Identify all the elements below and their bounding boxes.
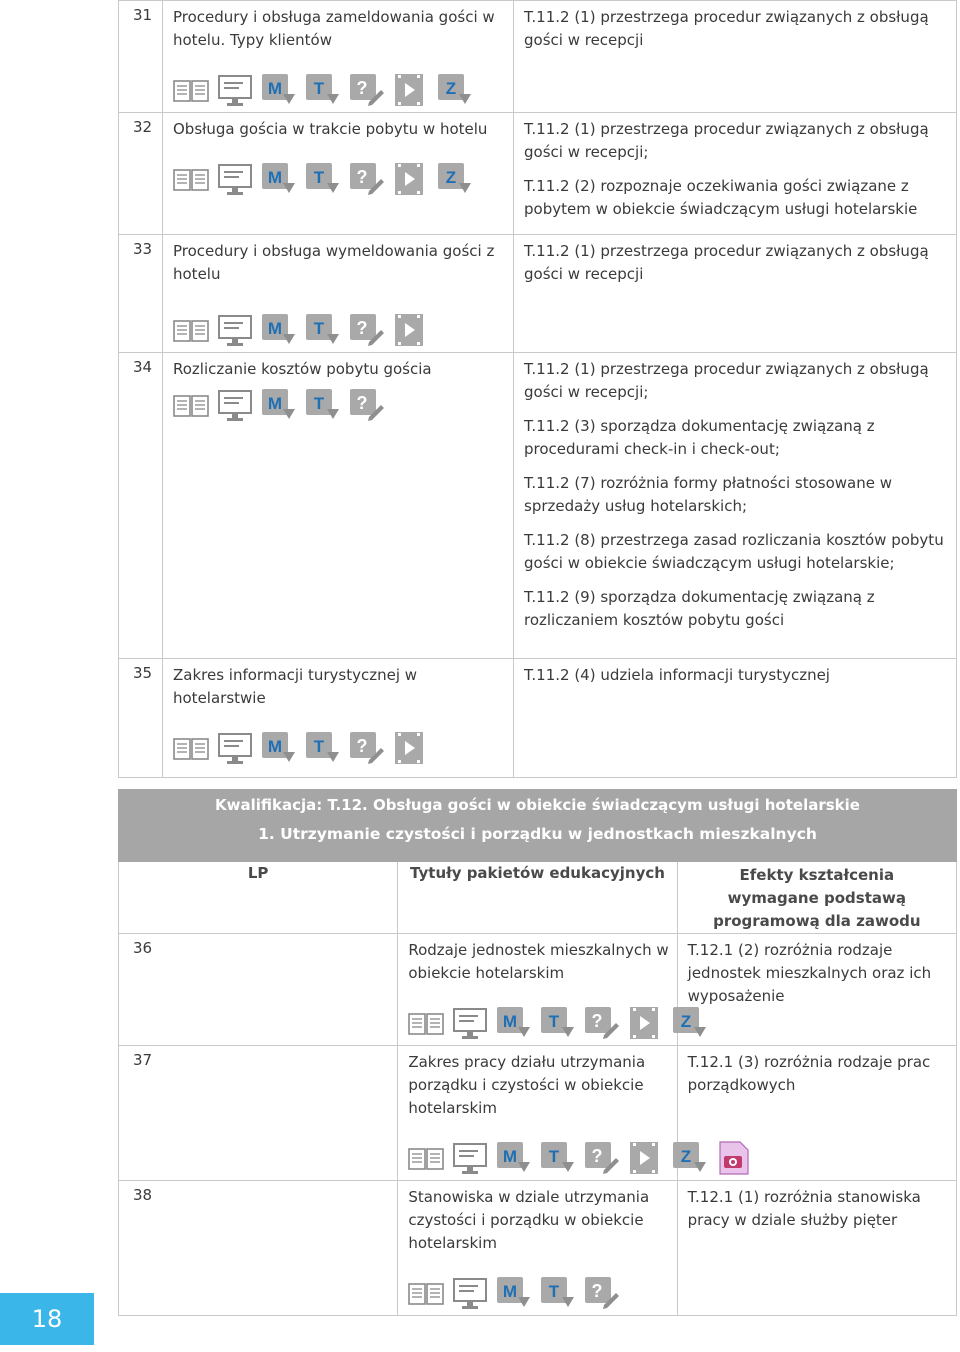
z-download-icon[interactable]: [672, 1140, 708, 1176]
effects-cell: [514, 353, 957, 659]
z-download-icon[interactable]: [437, 161, 473, 197]
svg-text:?: ?: [356, 167, 368, 187]
learning-outcome: T.11.2 (1) przestrzega procedur związanych z obsługą gości w recepcji;: [524, 360, 929, 401]
learning-outcome: T.11.2 (7) rozróżnia formy płatności stosowane w sprzedaży usług hotelarskich;: [524, 474, 892, 515]
row-number: 38: [119, 1181, 398, 1316]
z-download-icon[interactable]: [672, 1005, 708, 1041]
t-download-icon[interactable]: [305, 72, 341, 108]
screen-icon[interactable]: [217, 730, 253, 766]
screen-icon[interactable]: [217, 161, 253, 197]
m-download-icon[interactable]: [261, 161, 297, 197]
svg-text:T: T: [549, 1012, 560, 1031]
package-title: Obsługa gościa w trakcie pobytu w hotelu: [173, 120, 488, 138]
table-row: [119, 934, 957, 1046]
package-cell: [398, 934, 692, 1046]
book-icon[interactable]: [173, 161, 209, 197]
t-download-icon[interactable]: [540, 1005, 576, 1041]
package-title: Zakres informacji turystycznej w hotelarstwie: [173, 666, 418, 707]
screen-icon[interactable]: [452, 1005, 488, 1041]
table-row: [119, 353, 957, 659]
svg-text:T: T: [549, 1282, 560, 1301]
quiz-icon[interactable]: [349, 312, 385, 348]
table-row: [119, 235, 957, 353]
z-download-icon[interactable]: [437, 72, 473, 108]
svg-text:M: M: [503, 1147, 518, 1166]
learning-outcome: T.12.1 (2) rozróżnia rodzaje jednostek mieszkalnych oraz ich wyposażenie: [687, 941, 932, 1005]
svg-text:M: M: [267, 168, 283, 187]
learning-outcome: T.12.1 (3) rozróżnia rodzaje prac porządkowych: [687, 1053, 931, 1094]
svg-text:M: M: [503, 1012, 518, 1031]
table-row: [119, 1181, 957, 1316]
m-download-icon[interactable]: [261, 312, 297, 348]
m-download-icon[interactable]: [261, 72, 297, 108]
svg-text:M: M: [267, 79, 283, 98]
col-effects-header: Efekty kształcenia wymagane podstawą programową dla zawodu: [677, 862, 956, 934]
svg-text:M: M: [267, 394, 283, 413]
t-download-icon[interactable]: [305, 730, 341, 766]
quiz-icon[interactable]: [584, 1140, 620, 1176]
row-number: 34: [119, 353, 163, 659]
resource-icons: [408, 1005, 692, 1045]
svg-text:T: T: [313, 319, 325, 338]
page-number: 18: [0, 1293, 94, 1345]
learning-outcome: T.11.2 (8) przestrzega zasad rozliczania kosztów pobytu gości w obiekcie świadczącym usługi hotelarskie;: [524, 531, 944, 572]
screen-icon[interactable]: [452, 1140, 488, 1176]
learning-outcome: T.11.2 (4) udziela informacji turystycznej: [524, 666, 830, 684]
screen-icon[interactable]: [452, 1275, 488, 1311]
m-download-icon[interactable]: [496, 1275, 532, 1311]
m-download-icon[interactable]: [496, 1140, 532, 1176]
t-download-icon[interactable]: [305, 312, 341, 348]
svg-text:Z: Z: [445, 79, 457, 98]
package-cell: [163, 659, 514, 778]
svg-text:T: T: [313, 394, 325, 413]
quiz-icon[interactable]: [349, 730, 385, 766]
resource-icons: [173, 730, 505, 770]
svg-text:T: T: [313, 79, 325, 98]
svg-text:M: M: [267, 737, 283, 756]
learning-outcome: T.11.2 (1) przestrzega procedur związanych z obsługą gości w recepcji: [524, 8, 929, 49]
video-icon[interactable]: [628, 1005, 664, 1041]
video-icon[interactable]: [393, 161, 429, 197]
package-title: Procedury i obsługa zameldowania gości w hotelu. Typy klientów: [173, 8, 495, 49]
qualification-title: Kwalifikacja: T.12. Obsługa gości w obiekcie świadczącym usługi hotelarskie: [215, 796, 860, 814]
book-icon[interactable]: [173, 72, 209, 108]
video-icon[interactable]: [628, 1140, 664, 1176]
quiz-icon[interactable]: [584, 1005, 620, 1041]
t-download-icon[interactable]: [540, 1140, 576, 1176]
book-icon[interactable]: [173, 312, 209, 348]
package-cell: [398, 1181, 677, 1316]
section-subtitle: 1. Utrzymanie czystości i porządku w jednostkach mieszkalnych: [258, 825, 817, 843]
video-icon[interactable]: [393, 312, 429, 348]
book-icon[interactable]: [173, 730, 209, 766]
top-table: [118, 0, 957, 778]
table-row: [119, 1046, 957, 1181]
book-icon[interactable]: [173, 387, 209, 423]
svg-text:T: T: [313, 737, 325, 756]
package-cell: [398, 1046, 692, 1181]
screen-icon[interactable]: [217, 72, 253, 108]
effects-cell: [514, 659, 957, 778]
svg-text:Z: Z: [445, 168, 457, 187]
book-icon[interactable]: [408, 1005, 444, 1041]
learning-outcome: T.11.2 (2) rozpoznaje oczekiwania gości związane z pobytem w obiekcie świadczącym usługi hotelarskie: [524, 177, 918, 218]
learning-outcome: T.11.2 (1) przestrzega procedur związanych z obsługą gości w recepcji: [524, 242, 929, 283]
svg-text:?: ?: [591, 1011, 603, 1031]
effects-cell: [514, 235, 957, 353]
resource-icons: [408, 1140, 692, 1180]
learning-outcome: T.11.2 (9) sporządza dokumentację związaną z rozliczaniem kosztów pobytu gości: [524, 588, 875, 629]
svg-text:Z: Z: [681, 1012, 692, 1031]
t-download-icon[interactable]: [540, 1275, 576, 1311]
package-cell: [163, 235, 514, 353]
resource-icons: [173, 161, 505, 201]
column-header-row: [119, 862, 957, 934]
video-icon[interactable]: [393, 730, 429, 766]
resource-icons: [408, 1275, 668, 1315]
bottom-table: [118, 789, 957, 1316]
effects-cell: [677, 1181, 956, 1316]
row-number: 37: [119, 1046, 398, 1181]
package-title: Procedury i obsługa wymeldowania gości z hotelu: [173, 242, 495, 283]
table-row: [119, 1, 957, 113]
svg-text:?: ?: [356, 78, 368, 98]
package-title: Rozliczanie kosztów pobytu gościa: [173, 360, 432, 378]
package-cell: [163, 1, 514, 113]
table-row: [119, 113, 957, 235]
svg-text:?: ?: [591, 1146, 603, 1166]
row-number: 31: [119, 1, 163, 113]
table-row: [119, 659, 957, 778]
svg-text:T: T: [549, 1147, 560, 1166]
screen-icon[interactable]: [217, 387, 253, 423]
svg-text:M: M: [503, 1282, 518, 1301]
quiz-icon[interactable]: [349, 387, 385, 423]
t-download-icon[interactable]: [305, 387, 341, 423]
package-cell: [163, 353, 514, 659]
effects-cell: [514, 1, 957, 113]
learning-outcome: T.11.2 (3) sporządza dokumentację związaną z procedurami check-in i check-out;: [524, 417, 875, 458]
package-cell: [163, 113, 514, 235]
svg-text:?: ?: [356, 736, 368, 756]
quiz-icon[interactable]: [584, 1275, 620, 1311]
svg-text:T: T: [313, 168, 325, 187]
camera-file-icon[interactable]: [716, 1140, 752, 1176]
m-download-icon[interactable]: [261, 730, 297, 766]
resource-icons: [173, 312, 505, 352]
svg-text:?: ?: [356, 318, 368, 338]
row-number: 35: [119, 659, 163, 778]
resource-icons: [173, 72, 505, 112]
learning-outcome: T.11.2 (1) przestrzega procedur związanych z obsługą gości w recepcji;: [524, 120, 929, 161]
row-number: 33: [119, 235, 163, 353]
col-lp-header: LP: [119, 862, 398, 934]
row-number: 36: [119, 934, 398, 1046]
package-title: Stanowiska w dziale utrzymania czystości i porządku w obiekcie hotelarskim: [408, 1188, 650, 1252]
t-download-icon[interactable]: [305, 161, 341, 197]
m-download-icon[interactable]: [261, 387, 297, 423]
effects-cell: [677, 934, 956, 1046]
svg-text:?: ?: [591, 1281, 603, 1301]
effects-cell: [514, 113, 957, 235]
col-title-header: Tytuły pakietów edukacyjnych: [398, 862, 677, 934]
resource-icons: [173, 387, 505, 427]
book-icon[interactable]: [408, 1140, 444, 1176]
quiz-icon[interactable]: [349, 161, 385, 197]
screen-icon[interactable]: [217, 312, 253, 348]
m-download-icon[interactable]: [496, 1005, 532, 1041]
video-icon[interactable]: [393, 72, 429, 108]
svg-text:?: ?: [356, 393, 368, 413]
row-number: 32: [119, 113, 163, 235]
svg-text:M: M: [267, 319, 283, 338]
package-title: Rodzaje jednostek mieszkalnych w obiekcie hotelarskim: [408, 941, 669, 982]
learning-outcome: T.12.1 (1) rozróżnia stanowiska pracy w dziale służby pięter: [687, 1188, 921, 1229]
book-icon[interactable]: [408, 1275, 444, 1311]
quiz-icon[interactable]: [349, 72, 385, 108]
qualification-row: [119, 790, 957, 862]
package-title: Zakres pracy działu utrzymania porządku i czystości w obiekcie hotelarskim: [408, 1053, 646, 1117]
svg-text:Z: Z: [681, 1147, 692, 1166]
